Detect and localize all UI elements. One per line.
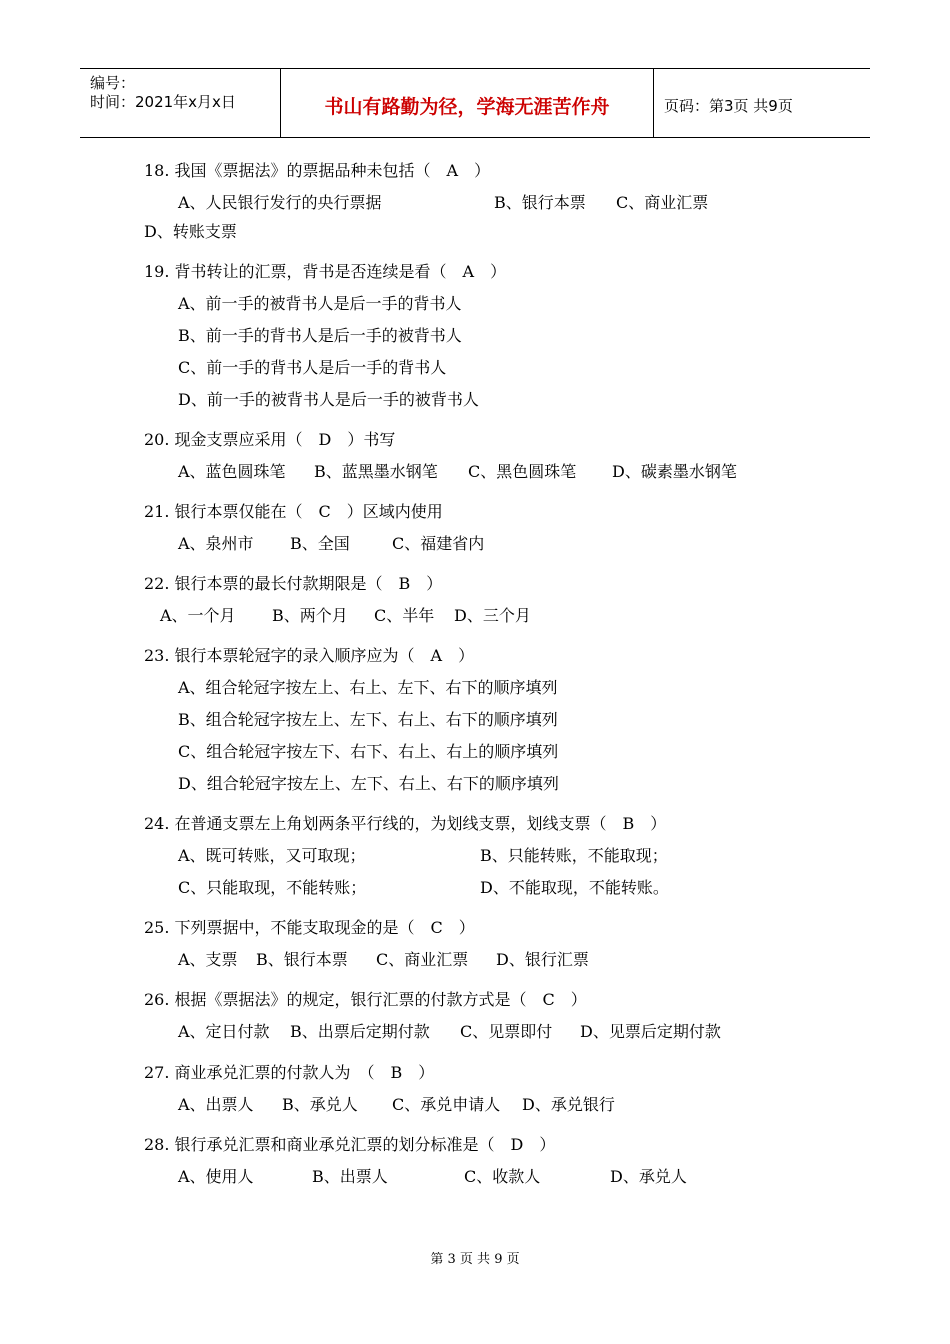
- page-header: [80, 68, 870, 138]
- option: B、银行本票: [256, 950, 348, 969]
- question-stem: 28. 银行承兑汇票和商业承兑汇票的划分标准是（ D ）: [144, 1135, 556, 1154]
- page-footer: 第 3 页 共 9 页: [430, 1252, 520, 1267]
- question-stem: 20. 现金支票应采用（ D ）书写: [144, 430, 396, 449]
- option: D、承兑人: [610, 1167, 687, 1186]
- option: A、出票人: [178, 1095, 254, 1114]
- option: C、福建省内: [392, 534, 485, 553]
- option: A、既可转账，又可取现；: [178, 846, 366, 865]
- question-stem: 19. 背书转让的汇票，背书是否连续是看（ A ）: [144, 262, 507, 281]
- option: B、全国: [290, 534, 350, 553]
- option: D、转账支票: [144, 222, 237, 241]
- header-info-cell: [80, 69, 281, 137]
- option: D、三个月: [454, 606, 531, 625]
- option: A、使用人: [178, 1167, 254, 1186]
- header-motto: 书山有路勤为径，学海无涯苦作舟: [324, 96, 610, 118]
- option: D、前一手的被背书人是后一手的被背书人: [178, 390, 479, 409]
- question-stem: 26. 根据《票据法》的规定，银行汇票的付款方式是（ C ）: [144, 990, 587, 1009]
- option: C、只能取现，不能转账；: [178, 878, 367, 897]
- question-stem: 18. 我国《票据法》的票据品种未包括（ A ）: [144, 161, 491, 180]
- option: C、黑色圆珠笔: [468, 462, 577, 481]
- question-stem: 24. 在普通支票左上角划两条平行线的，为划线支票，划线支票（ B ）: [144, 814, 667, 833]
- option: C、承兑申请人: [392, 1095, 501, 1114]
- option: C、收款人: [464, 1167, 541, 1186]
- header-page-cell: [654, 69, 870, 137]
- option: A、人民银行发行的央行票据: [178, 193, 382, 212]
- question-stem: 22. 银行本票的最长付款期限是（ B ）: [144, 574, 443, 593]
- option: C、前一手的背书人是后一手的背书人: [178, 358, 447, 377]
- option: A、泉州市: [178, 534, 254, 553]
- option: D、组合轮冠字按左上、左下、右上、右下的顺序填列: [178, 774, 559, 793]
- question-stem: 21. 银行本票仅能在（ C ）区域内使用: [144, 502, 443, 521]
- option: C、半年: [374, 606, 435, 625]
- option: B、出票后定期付款: [290, 1022, 430, 1041]
- option: B、出票人: [312, 1167, 388, 1186]
- document-time-label: 时间：2021年x月x日: [90, 93, 236, 111]
- option: C、组合轮冠字按左下、右下、右上、右上的顺序填列: [178, 742, 559, 761]
- option: B、只能转账，不能取现；: [480, 846, 668, 865]
- option: A、支票: [178, 950, 238, 969]
- option: D、银行汇票: [496, 950, 589, 969]
- question-stem: 23. 银行本票轮冠字的录入顺序应为（ A ）: [144, 646, 475, 665]
- option: A、前一手的被背书人是后一手的背书人: [178, 294, 462, 313]
- option: B、前一手的背书人是后一手的被背书人: [178, 326, 462, 345]
- question-stem: 25. 下列票据中，不能支取现金的是（ C ）: [144, 918, 475, 937]
- option: D、承兑银行: [522, 1095, 615, 1114]
- option: D、碳素墨水钢笔: [612, 462, 737, 481]
- option: B、组合轮冠字按左上、左下、右上、右下的顺序填列: [178, 710, 558, 729]
- document-number-label: 编号：: [90, 74, 136, 92]
- option: B、承兑人: [282, 1095, 358, 1114]
- option: C、商业汇票: [616, 193, 709, 212]
- option: A、一个月: [160, 606, 236, 625]
- option: A、定日付款: [178, 1022, 270, 1041]
- option: B、两个月: [272, 606, 348, 625]
- option: B、银行本票: [494, 193, 586, 212]
- header-motto-cell: [281, 69, 654, 137]
- option: D、不能取现，不能转账。: [480, 878, 669, 897]
- header-page-number: 页码：第3页 共9页: [664, 97, 793, 115]
- option: A、组合轮冠字按左上、右上、左下、右下的顺序填列: [178, 678, 558, 697]
- option: C、见票即付: [460, 1022, 553, 1041]
- question-stem: 27. 商业承兑汇票的付款人为 （ B ）: [144, 1063, 435, 1082]
- option: B、蓝黑墨水钢笔: [314, 462, 438, 481]
- option: D、见票后定期付款: [580, 1022, 721, 1041]
- option: C、商业汇票: [376, 950, 469, 969]
- option: A、蓝色圆珠笔: [178, 462, 286, 481]
